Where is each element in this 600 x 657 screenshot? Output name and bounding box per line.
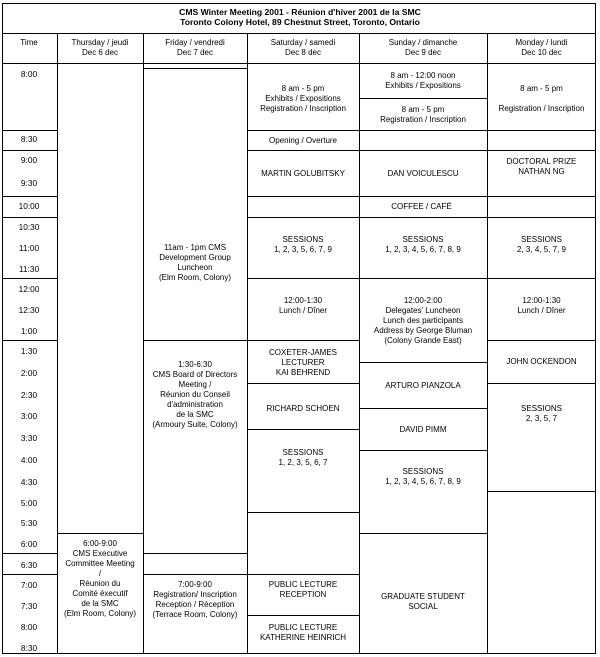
divider-sunday-3 [359,150,487,151]
sunday-sessions-am: SESSIONS 1, 2, 3, 4, 5, 6, 7, 8, 9 [385,235,461,254]
time-label: 12:30 [18,305,40,315]
sunday-plenary: DAN VOICULESCU [387,169,459,178]
divider-friday-4 [143,574,247,575]
monday-sessions-pm: SESSIONS 2, 3, 5, 7 [521,404,562,423]
saturday-lunch: 12:00-1:30 Lunch / Dîner [278,296,328,315]
time-label: 8:30 [20,134,38,144]
divider-saturday-8 [247,574,359,575]
sunday-pianzola: ARTURO PIANZOLA [385,381,461,390]
time-divider [2,278,57,279]
time-label: 1:00 [20,326,38,336]
time-label: 3:00 [20,411,38,421]
sunday-graduate-social: GRADUATE STUDENT SOCIAL [381,592,465,611]
saturday-sessions-am: SESSIONS 1, 2, 3, 5, 6, 7, 9 [274,235,332,254]
divider-col-sunday [487,33,488,654]
time-divider [2,574,57,575]
divider-monday-5 [487,491,596,492]
divider-friday-1 [143,68,247,69]
time-divider [2,217,57,218]
monday-ockendon: JOHN OCKENDON [506,357,577,366]
sunday-sessions-pm: SESSIONS 1, 2, 3, 4, 5, 6, 7, 8, 9 [385,467,461,486]
divider-coffee-bottom [247,217,596,218]
time-divider [2,150,57,151]
time-label: 4:00 [20,455,38,465]
monday-sessions-am: SESSIONS 2, 3, 4, 5, 7, 9 [517,235,566,254]
divider-sunday-6 [359,408,487,409]
time-label: 3:30 [20,433,38,443]
divider-saturday-4 [247,340,359,341]
friday-dev-luncheon: 11am - 1pm CMS Development Group Luncheon (Elm Room, Colony) [158,243,231,282]
time-divider [2,196,57,197]
saturday-plenary: MARTIN GOLUBITSKY [261,169,345,178]
time-label: 10:30 [18,222,40,232]
divider-sunday-5 [359,362,487,363]
coffee-break: COFFEE / CAFÉ [391,202,452,211]
monday-doctoral-prize: DOCTORAL PRIZE NATHAN NG [506,157,577,176]
time-label: 8:30 [20,643,38,653]
sunday-registration: 8 am - 5 pm Registration / Inscription [380,105,466,124]
column-header-friday: Friday / vendredi Dec 7 dec [165,38,225,57]
time-label: 1:30 [20,346,38,356]
divider-friday-3 [143,553,247,554]
time-label: 8:00 [20,622,38,632]
divider-saturday-2 [247,150,359,151]
divider-monday-1 [487,150,596,151]
divider-sunday-7 [359,450,487,451]
divider-coffee-top [247,196,596,197]
monday-registration: 8 am - 5 pm Registration / Inscription [498,84,585,113]
friday-reception: 7:00-9:00 Registration/ Inscription Reception / Réception (Terrace Room, Colony) [152,580,238,619]
saturday-opening: Opening / Overture [268,136,338,145]
saturday-schoen: RICHARD SCHOEN [266,404,340,413]
title-line-1: CMS Winter Meeting 2001 - Réunion d'hiver 2001 de la SMC [179,7,421,17]
time-label: 6:30 [20,560,38,570]
page-title [0,7,600,27]
time-label: 2:00 [20,368,38,378]
divider-header [2,63,596,64]
divider-monday-3 [487,340,596,341]
divider-col-thursday [143,33,144,654]
divider-friday-2 [143,340,247,341]
divider-saturday-5 [247,383,359,384]
time-label: 9:30 [20,178,38,188]
time-label: 11:30 [18,264,40,274]
time-label: 2:30 [20,390,38,400]
time-label: 9:00 [20,155,38,165]
time-divider [2,130,57,131]
divider-sunday-2 [359,130,596,131]
friday-board-meeting: 1:30-6:30 CMS Board of Directors Meeting / Réunion du Conseil d'administration de la SMC (Armoury Suite, Colony) [152,360,238,429]
thursday-exec-meeting: 6:00-9:00 CMS Executive Committee Meeting / Réunion du Comité éxecutif de la SMC (Elm Room, Colony) [63,539,136,618]
time-label: 11:00 [18,243,40,253]
divider-monday-2 [487,278,596,279]
time-label: 6:00 [20,539,38,549]
divider-saturday-3 [247,278,359,279]
saturday-exhibits: 8 am - 5 pm Exhibits / Expositions Registration / Inscription [260,84,346,113]
divider-saturday-9 [247,615,359,616]
divider-saturday-1 [247,130,359,131]
saturday-coxeter-james: COXETER-JAMES LECTURER KAI BEHREND [268,348,337,377]
divider-title [2,33,596,34]
time-label: 5:30 [20,518,38,528]
time-divider [2,553,57,554]
time-label: 12:00 [18,284,40,294]
column-header-time: Time [20,38,38,47]
time-label: 7:00 [20,580,38,590]
divider-col-friday [247,33,248,654]
saturday-public-reception: PUBLIC LECTURE RECEPTION [268,580,338,599]
column-header-sunday: Sunday / dimanche Dec 9 dec [388,38,458,57]
column-header-saturday: Saturday / samedi Dec 8 dec [270,38,336,57]
saturday-sessions-pm: SESSIONS 1, 2, 3, 5, 6, 7 [278,448,328,467]
saturday-public-lecture: PUBLIC LECTURE KATHERINE HEINRICH [259,623,347,642]
column-header-monday: Monday / lundi Dec 10 dec [515,38,568,57]
sunday-delegates-luncheon: 12:00-2:00 Delegates' Luncheon Lunch des participants Address by George Bluman (Colony Grande East) [373,296,473,345]
divider-sunday-1 [359,98,487,99]
title-line-2: Toronto Colony Hotel, 89 Chestnut Street, Toronto, Ontario [180,17,420,27]
sunday-exhibits: 8 am - 12:00 noon Exhibits / Expositions [385,71,461,90]
divider-saturday-7 [247,512,359,513]
divider-monday-4 [487,383,596,384]
time-label: 7:30 [20,601,38,611]
monday-lunch: 12:00-1:30 Lunch / Dîner [517,296,566,315]
time-label: 5:00 [20,498,38,508]
divider-sunday-8 [359,533,487,534]
sunday-pimm: DAVID PIMM [399,425,447,434]
divider-sunday-4 [359,278,487,279]
divider-saturday-6 [247,429,359,430]
column-header-thursday: Thursday / jeudi Dec 6 dec [71,38,129,57]
divider-thursday [57,533,143,534]
time-label: 4:30 [20,477,38,487]
time-label: 10:00 [18,201,40,211]
time-label: 8:00 [20,69,38,79]
time-divider [2,340,57,341]
